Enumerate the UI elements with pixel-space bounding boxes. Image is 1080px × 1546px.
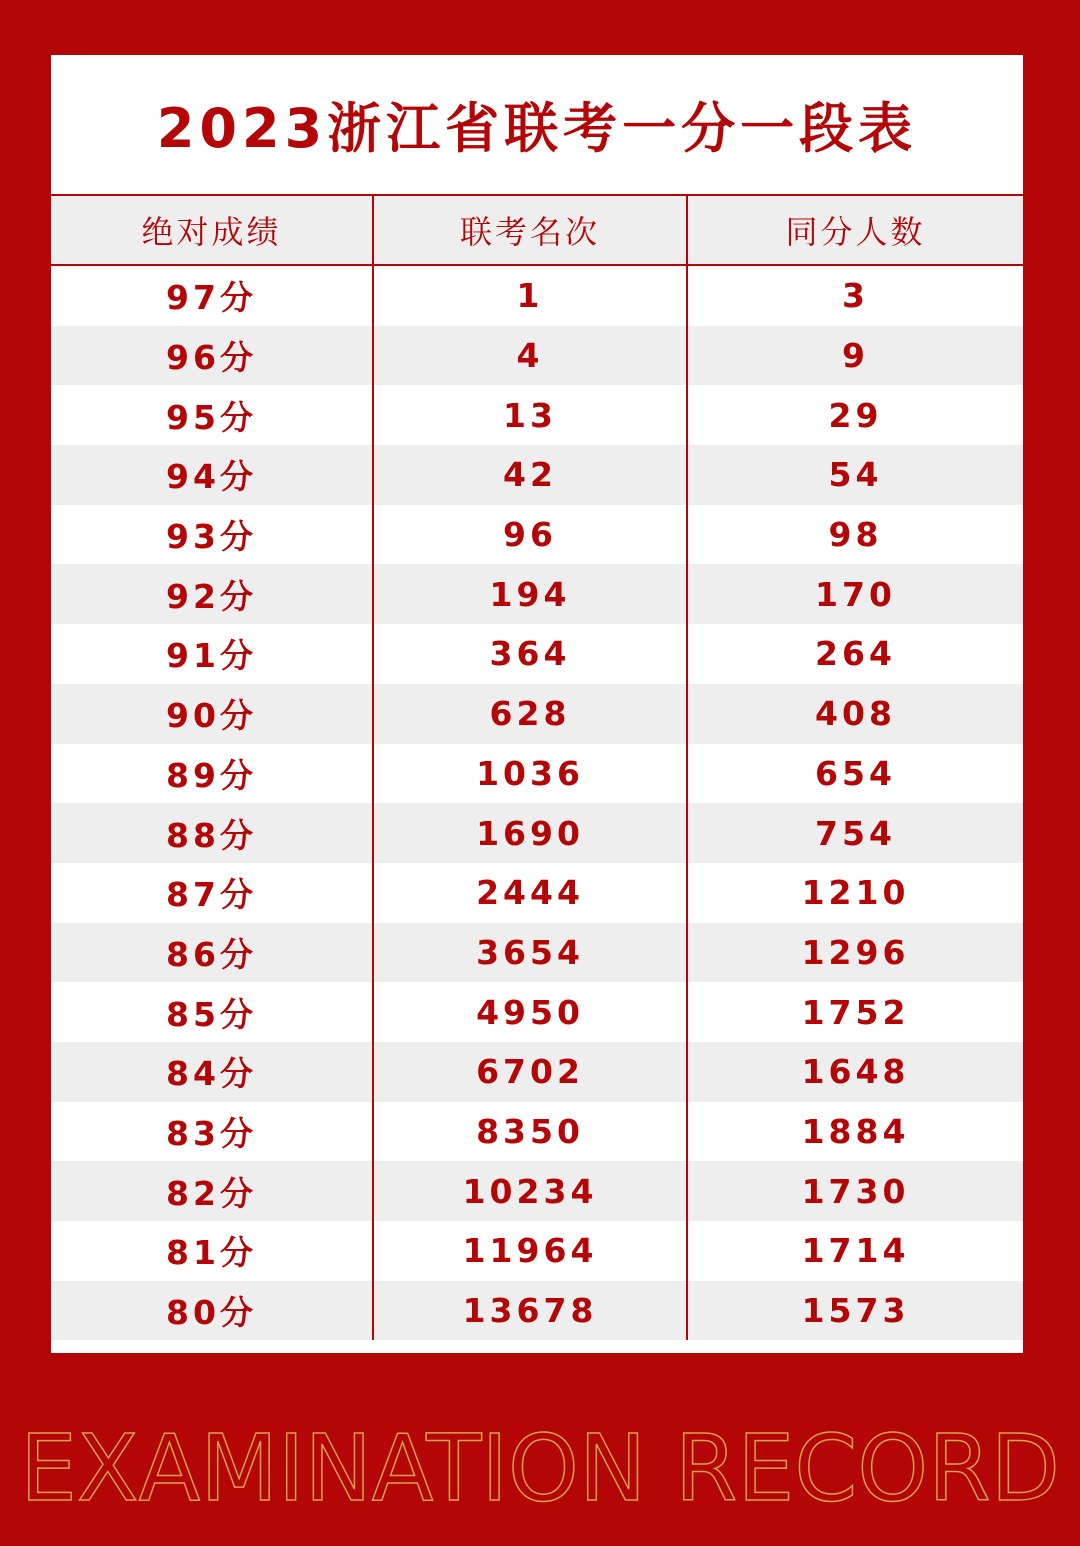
cell-same-score-count: 1573 bbox=[687, 1281, 1023, 1341]
table-row bbox=[51, 1042, 1023, 1102]
cell-absolute-score: 83分 bbox=[166, 1113, 257, 1153]
cell-absolute-score: 92分 bbox=[51, 564, 373, 624]
cell-absolute-score: 91分 bbox=[166, 636, 257, 676]
cell-exam-rank: 194 bbox=[373, 564, 687, 624]
cell-exam-rank: 13678 bbox=[373, 1281, 687, 1341]
cell-absolute-score: 90分 bbox=[51, 684, 373, 744]
cell-same-score-count: 654 bbox=[687, 744, 1023, 804]
cell-exam-rank: 11964 bbox=[373, 1221, 687, 1281]
cell-exam-rank: 13 bbox=[373, 385, 687, 445]
cell-same-score-count: 1884 bbox=[687, 1102, 1023, 1162]
cell-absolute-score: 89分 bbox=[166, 755, 257, 795]
cell-same-score-count: 3 bbox=[687, 265, 1023, 326]
cell-exam-rank: 4950 bbox=[373, 982, 687, 1042]
cell-exam-rank: 8350 bbox=[373, 1102, 687, 1162]
cell-exam-rank: 42 bbox=[373, 445, 687, 505]
table-row bbox=[51, 684, 1023, 744]
cell-absolute-score: 96分 bbox=[51, 326, 373, 386]
cell-same-score-count: 9 bbox=[687, 326, 1023, 386]
cell-exam-rank: 1690 bbox=[373, 803, 687, 863]
header-same-score-count: 同分人数 bbox=[687, 195, 1023, 265]
footer-watermark bbox=[0, 1420, 1080, 1530]
table-header-row bbox=[51, 195, 1023, 265]
cell-exam-rank: 96 bbox=[373, 505, 687, 565]
cell-same-score-count: 754 bbox=[687, 803, 1023, 863]
cell-absolute-score: 84分 bbox=[51, 1042, 373, 1102]
cell-exam-rank: 1 bbox=[373, 265, 687, 326]
cell-absolute-score: 87分 bbox=[166, 875, 257, 915]
score-table-card bbox=[51, 55, 1023, 1353]
cell-exam-rank: 1036 bbox=[373, 744, 687, 804]
table-row bbox=[51, 803, 1023, 863]
table-row bbox=[51, 1161, 1023, 1221]
table-row bbox=[51, 982, 1023, 1042]
cell-same-score-count: 408 bbox=[687, 684, 1023, 744]
table-row bbox=[51, 326, 1023, 386]
table-row bbox=[51, 1102, 1023, 1162]
cell-exam-rank: 10234 bbox=[373, 1161, 687, 1221]
header-absolute-score: 绝对成绩 bbox=[51, 195, 373, 265]
table-row bbox=[51, 1221, 1023, 1281]
cell-absolute-score: 95分 bbox=[166, 397, 257, 437]
cell-absolute-score: 94分 bbox=[51, 445, 373, 505]
cell-same-score-count: 1730 bbox=[687, 1161, 1023, 1221]
cell-same-score-count: 170 bbox=[687, 564, 1023, 624]
cell-same-score-count: 1210 bbox=[687, 863, 1023, 923]
table-row bbox=[51, 385, 1023, 445]
cell-same-score-count: 264 bbox=[687, 624, 1023, 684]
cell-absolute-score: 86分 bbox=[51, 923, 373, 983]
cell-exam-rank: 4 bbox=[373, 326, 687, 386]
cell-absolute-score: 81分 bbox=[166, 1233, 257, 1273]
cell-same-score-count: 1296 bbox=[687, 923, 1023, 983]
cell-same-score-count: 1648 bbox=[687, 1042, 1023, 1102]
table-row bbox=[51, 923, 1023, 983]
cell-absolute-score: 93分 bbox=[166, 517, 257, 557]
cell-same-score-count: 1752 bbox=[687, 982, 1023, 1042]
table-row bbox=[51, 1281, 1023, 1341]
cell-same-score-count: 98 bbox=[687, 505, 1023, 565]
page-title: 2023浙江省联考一分一段表 bbox=[156, 97, 918, 160]
table-row bbox=[51, 863, 1023, 923]
cell-exam-rank: 3654 bbox=[373, 923, 687, 983]
cell-same-score-count: 29 bbox=[687, 385, 1023, 445]
cell-exam-rank: 628 bbox=[373, 684, 687, 744]
cell-absolute-score: 82分 bbox=[51, 1161, 373, 1221]
cell-exam-rank: 6702 bbox=[373, 1042, 687, 1102]
cell-same-score-count: 54 bbox=[687, 445, 1023, 505]
cell-absolute-score: 80分 bbox=[51, 1281, 373, 1341]
score-table bbox=[51, 194, 1023, 1340]
header-exam-rank: 联考名次 bbox=[373, 195, 687, 265]
table-row bbox=[51, 445, 1023, 505]
table-row bbox=[51, 564, 1023, 624]
cell-absolute-score: 97分 bbox=[166, 278, 257, 318]
table-row bbox=[51, 505, 1023, 565]
table-row bbox=[51, 744, 1023, 804]
cell-exam-rank: 2444 bbox=[373, 863, 687, 923]
table-row bbox=[51, 624, 1023, 684]
table-row bbox=[51, 265, 1023, 326]
cell-same-score-count: 1714 bbox=[687, 1221, 1023, 1281]
cell-absolute-score: 85分 bbox=[166, 994, 257, 1034]
footer-text: EXAMINATION RECORD bbox=[20, 1420, 1060, 1522]
cell-exam-rank: 364 bbox=[373, 624, 687, 684]
cell-absolute-score: 88分 bbox=[51, 803, 373, 863]
